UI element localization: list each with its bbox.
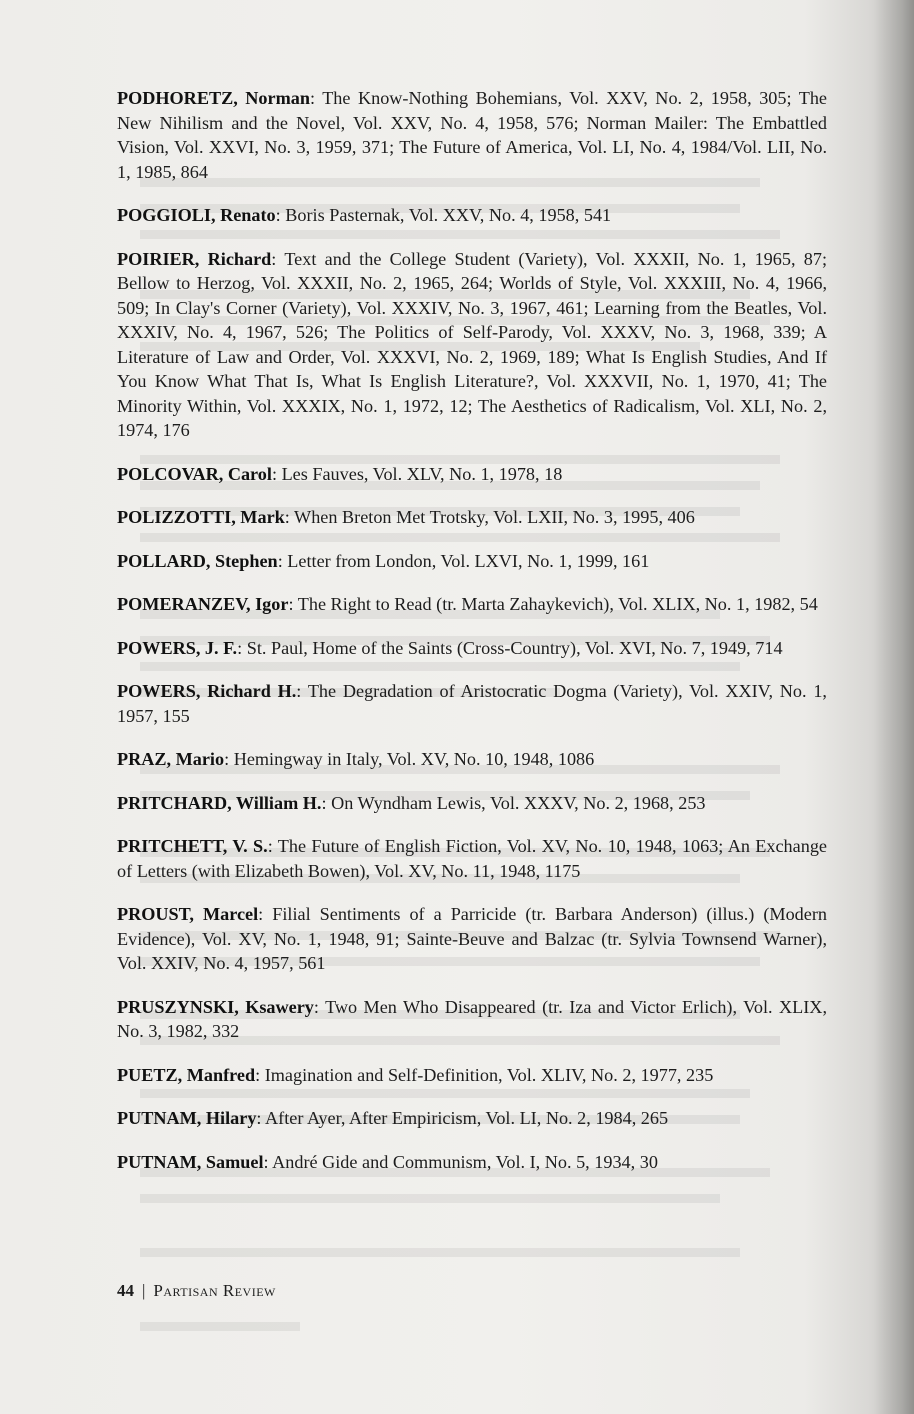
entry-citations: The Degradation of Aristocratic Dogma (Variety), Vol. XXIV, No. 1, 1957, 155 [117, 681, 827, 726]
index-entry: PRUSZYNSKI, Ksawery: Two Men Who Disappeared (tr. Iza and Victor Erlich), Vol. XLIX, No. 3, 1982, 332 [117, 996, 827, 1041]
author-name: PRUSZYNSKI, Ksawery [117, 996, 314, 1017]
entry-citations: André Gide and Communism, Vol. I, No. 5, 1934, 30 [272, 1151, 658, 1172]
entry-citations: St. Paul, Home of the Saints (Cross-Country), Vol. XVI, No. 7, 1949, 714 [246, 637, 783, 658]
entry-citations: Letter from London, Vol. LXVI, No. 1, 1999, 161 [287, 550, 650, 571]
index-entry: PUTNAM, Hilary: After Ayer, After Empiricism, Vol. LI, No. 2, 1984, 265 [117, 1108, 669, 1128]
index-entry: POWERS, Richard H.: The Degradation of Aristocratic Dogma (Variety), Vol. XXIV, No. 1, 1957, 155 [117, 681, 827, 726]
running-footer-title: Partisan Review [153, 1281, 276, 1300]
page-number: 44 [117, 1281, 134, 1300]
entry-citations: On Wyndham Lewis, Vol. XXXV, No. 2, 1968, 253 [331, 792, 706, 813]
index-entry: POWERS, J. F.: St. Paul, Home of the Saints (Cross-Country), Vol. XVI, No. 7, 1949, 714 [117, 637, 783, 658]
entry-citations: Les Fauves, Vol. XLV, No. 1, 1978, 18 [281, 463, 563, 484]
author-name: POMERANZEV, Igor [117, 594, 289, 614]
entry-citations: The Future of English Fiction, Vol. XV, No. 10, 1948, 1063; An Exchange of Letters (with Elizabeth Bowen), Vol. XV, No. 11, 1948, 1175 [117, 836, 827, 881]
index-entry: POIRIER, Richard: Text and the College Student (Variety), Vol. XXXII, No. 1, 1965, 87; Bellow to Herzog, Vol. XXXII, No. 2, 1965, 264; Worlds of Style, Vol. XXXIII, No. 4, 1966, 509; In Clay's Corner (Variety), Vol. XXXIV, No. 3, 1967, 461; Learning from the Beatles, Vol. XXXIV, No. 4, 1967, 526; The Politics of Self-Parody, Vol. XXXV, No. 3, 1968, 339; A Literature of Law and Order, Vol. XXXVI, No. 2, 1969, 189; What Is English Studies, And If You Know What That Is, What Is English Literature?, Vol. XXXVII, No. 1, 1970, 41; The Minority Within, Vol. XXXIX, No. 1, 1972, 12; The Aesthetics of Radicalism, Vol. XLI, No. 2, 1974, 176 [117, 248, 828, 440]
footer-separator: | [142, 1281, 146, 1300]
author-name: POWERS, Richard H. [117, 681, 297, 701]
index-entry: PODHORETZ, Norman: The Know-Nothing Bohemians, Vol. XXV, No. 2, 1958, 305; The New Nihilism and the Novel, Vol. XXV, No. 4, 1958, 576; Norman Mailer: The Embattled Vision, Vol. XXVI, No. 3, 1959, 371; The Future of America, Vol. LI, No. 4, 1984/Vol. LII, No. 1, 1985, 864 [117, 88, 827, 182]
author-name: PRAZ, Mario [117, 749, 225, 769]
entry-citations: The Right to Read (tr. Marta Zahaykevich), Vol. XLIX, No. 1, 1982, 54 [297, 594, 818, 614]
author-name: POGGIOLI, Renato [117, 205, 276, 225]
author-name: PROUST, Marcel [117, 904, 259, 924]
page-footer [117, 1281, 276, 1301]
index-entry: PRAZ, Mario: Hemingway in Italy, Vol. XV, No. 10, 1948, 1086 [117, 749, 595, 769]
index-entry: POLCOVAR, Carol: Les Fauves, Vol. XLV, No. 1, 1978, 18 [117, 463, 563, 484]
author-name: PRITCHETT, V. S. [117, 836, 268, 856]
index-entry: POGGIOLI, Renato: Boris Pasternak, Vol. XXV, No. 4, 1958, 541 [117, 205, 612, 225]
index-entry: PUETZ, Manfred: Imagination and Self-Definition, Vol. XLIV, No. 2, 1977, 235 [117, 1064, 714, 1085]
author-name: PUETZ, Manfred [117, 1064, 256, 1085]
entry-citations: After Ayer, After Empiricism, Vol. LI, No. 2, 1984, 265 [265, 1108, 669, 1128]
entry-citations: Boris Pasternak, Vol. XXV, No. 4, 1958, 541 [285, 205, 612, 225]
author-name: POWERS, J. F. [117, 637, 238, 658]
entry-citations: Imagination and Self-Definition, Vol. XLIV, No. 2, 1977, 235 [264, 1064, 714, 1085]
author-name: POLLARD, Stephen [117, 550, 278, 571]
entry-citations: Filial Sentiments of a Parricide (tr. Barbara Anderson) (illus.) (Modern Evidence), Vol. XV, No. 1, 1948, 91; Sainte-Beuve and Balzac (tr. Sylvia Townsend Warner), Vol. XXIV, No. 4, 1957, 561 [117, 904, 827, 973]
index-entry: POLIZZOTTI, Mark: When Breton Met Trotsky, Vol. LXII, No. 3, 1995, 406 [117, 507, 695, 527]
entry-citations: Two Men Who Disappeared (tr. Iza and Victor Erlich), Vol. XLIX, No. 3, 1982, 332 [117, 996, 827, 1041]
author-name: POLIZZOTTI, Mark [117, 507, 285, 527]
index-entry: PRITCHARD, William H.: On Wyndham Lewis, Vol. XXXV, No. 2, 1968, 253 [117, 792, 706, 813]
page-edge-shadow [874, 0, 914, 1414]
index-entry: POMERANZEV, Igor: The Right to Read (tr. Marta Zahaykevich), Vol. XLIX, No. 1, 1982, 54 [117, 594, 818, 614]
author-name: POLCOVAR, Carol [117, 463, 272, 484]
index-entry: PRITCHETT, V. S.: The Future of English Fiction, Vol. XV, No. 10, 1948, 1063; An Exchange of Letters (with Elizabeth Bowen), Vol. XV, No. 11, 1948, 1175 [117, 836, 827, 881]
entry-citations: Text and the College Student (Variety), Vol. XXXII, No. 1, 1965, 87; Bellow to Herzog, Vol. XXXII, No. 2, 1965, 264; Worlds of Style, Vol. XXXIII, No. 4, 1966, 509; In Clay's Corner (Variety), Vol. XXXIV, No. 3, 1967, 461; Learning from the Beatles, Vol. XXXIV, No. 4, 1967, 526; The Politics of Self-Parody, Vol. XXXV, No. 3, 1968, 339; A Literature of Law and Order, Vol. XXXVI, No. 2, 1969, 189; What Is English Studies, And If You Know What That Is, What Is English Literature?, Vol. XXXVII, No. 1, 1970, 41; The Minority Within, Vol. XXXIX, No. 1, 1972, 12; The Aesthetics of Radicalism, Vol. XLI, No. 2, 1974, 176 [117, 248, 828, 440]
index-entry: PROUST, Marcel: Filial Sentiments of a Parricide (tr. Barbara Anderson) (illus.) (Modern Evidence), Vol. XV, No. 1, 1948, 91; Sainte-Beuve and Balzac (tr. Sylvia Townsend Warner), Vol. XXIV, No. 4, 1957, 561 [117, 904, 827, 973]
author-name: PUTNAM, Samuel [117, 1151, 264, 1172]
entry-citations: Hemingway in Italy, Vol. XV, No. 10, 1948, 1086 [233, 749, 595, 769]
author-name: POIRIER, Richard [117, 248, 272, 269]
author-name: PODHORETZ, Norman [117, 88, 310, 108]
index-entry: POLLARD, Stephen: Letter from London, Vol. LXVI, No. 1, 1999, 161 [117, 550, 650, 571]
entry-citations: When Breton Met Trotsky, Vol. LXII, No. 3, 1995, 406 [294, 507, 695, 527]
entry-citations: The Know-Nothing Bohemians, Vol. XXV, No. 2, 1958, 305; The New Nihilism and the Novel, Vol. XXV, No. 4, 1958, 576; Norman Mailer: The Embattled Vision, Vol. XXVI, No. 3, 1959, 371; The Future of America, Vol. LI, No. 4, 1984/Vol. LII, No. 1, 1985, 864 [117, 88, 827, 182]
index-entry: PUTNAM, Samuel: André Gide and Communism, Vol. I, No. 5, 1934, 30 [117, 1151, 658, 1172]
author-name: PUTNAM, Hilary [117, 1108, 257, 1128]
index-entries [117, 86, 827, 1193]
author-name: PRITCHARD, William H. [117, 792, 322, 813]
